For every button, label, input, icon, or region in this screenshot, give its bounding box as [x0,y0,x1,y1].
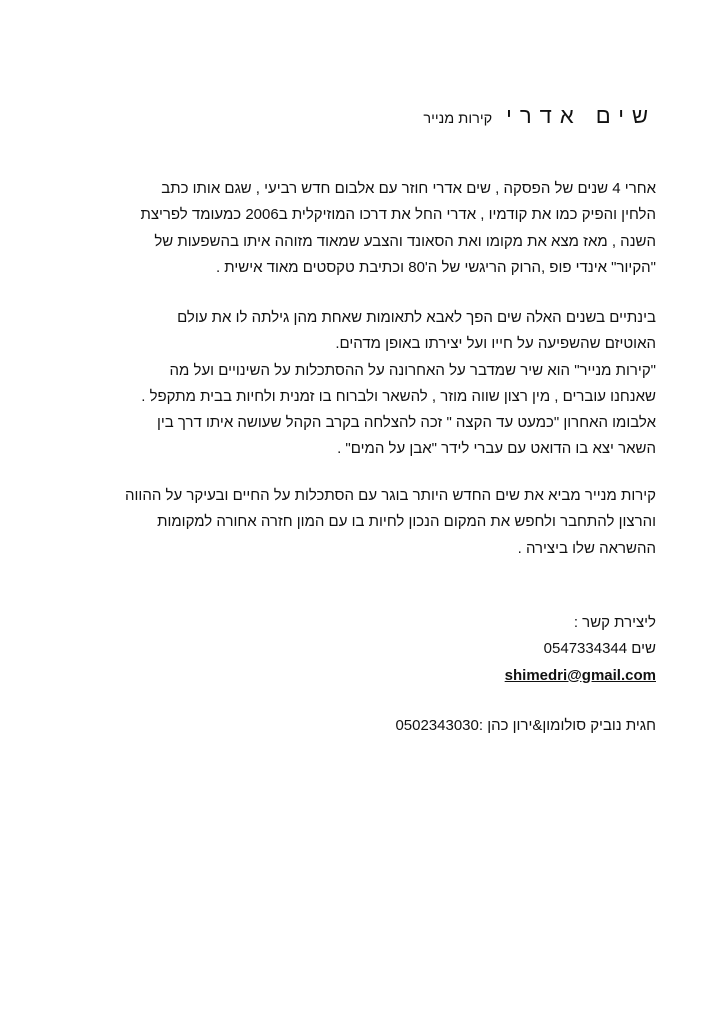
contact-email-link[interactable]: shimedri@gmail.com [504,666,656,684]
paragraph-line: בינתיים בשנים האלה שים הפך לאבא לתאומות שאחת מהן גילתה לו את עולם [177,309,656,326]
contact-heading: ליצירת קשר : [573,614,656,631]
paragraph-line: השנה , מאז מצא את מקומו ואת הסאונד והצבע שמאוד מזוהה איתו בהשפעות של [154,232,656,250]
paragraph-line: "הקיור" אינדי פופ ,הרוק הריגשי של ה'80 וכתיבת טקסטים מאוד אישית . [215,258,656,276]
paragraph-line: אלבומו האחרון "כמעט עד הקצה " זכה להצלחה בקרב הקהל שעושה איתו דרך בין [156,414,656,432]
artist-name: שים אדרי [506,103,656,128]
paragraph-line: ההשראה שלו ביצירה . [517,539,656,557]
managers-section [395,713,656,739]
paragraph-summary [125,483,656,562]
paragraph-line: "קירות מנייר" הוא שיר שמדבר על האחרונה על ההסתכלות על השינויים ועל מה [169,361,656,379]
contact-phone: שים 0547334344 [543,640,656,658]
paragraph-intro [140,176,656,281]
contact-section [505,610,656,689]
managers-contact-line: חגית נוביק סולומון&ירון כהן :0502343030 [395,717,656,734]
paragraph-line: והרצון להתחבר ולחפש את המקום הנכון לחיות בו עם המון חזרה אחורה למקומות [157,513,656,531]
document-header [423,103,656,129]
paragraph-line: השאר יצא בו הדואט עם עברי לידר "אבן על המים" . [337,440,656,458]
album-title: קירות מנייר [423,111,493,127]
paragraph-line: קירות מנייר מביא את שים החדש היותר בוגר עם הסתכלות על החיים ובעיקר על ההווה [125,487,656,504]
paragraph-line: אחרי 4 שנים של הפסקה , שים אדרי חוזר עם אלבום חדש רביעי , שגם אותו כתב [161,180,656,197]
paragraph-line: הלחין והפיק כמו את קודמיו , אדרי החל את דרכו המוזיקלית ב2006 כמעומד לפריצת [140,206,656,224]
paragraph-line: האוטיזם שהשפיעה על חייו ועל יצירתו באופן מדהים. [335,335,656,353]
paragraph-background [141,305,656,463]
paragraph-line: שאנחנו עוברים , מין רצון שווה מוזר , להשאר ולברוח בו זמנית ולחיות בבית מתקפל . [141,387,656,405]
